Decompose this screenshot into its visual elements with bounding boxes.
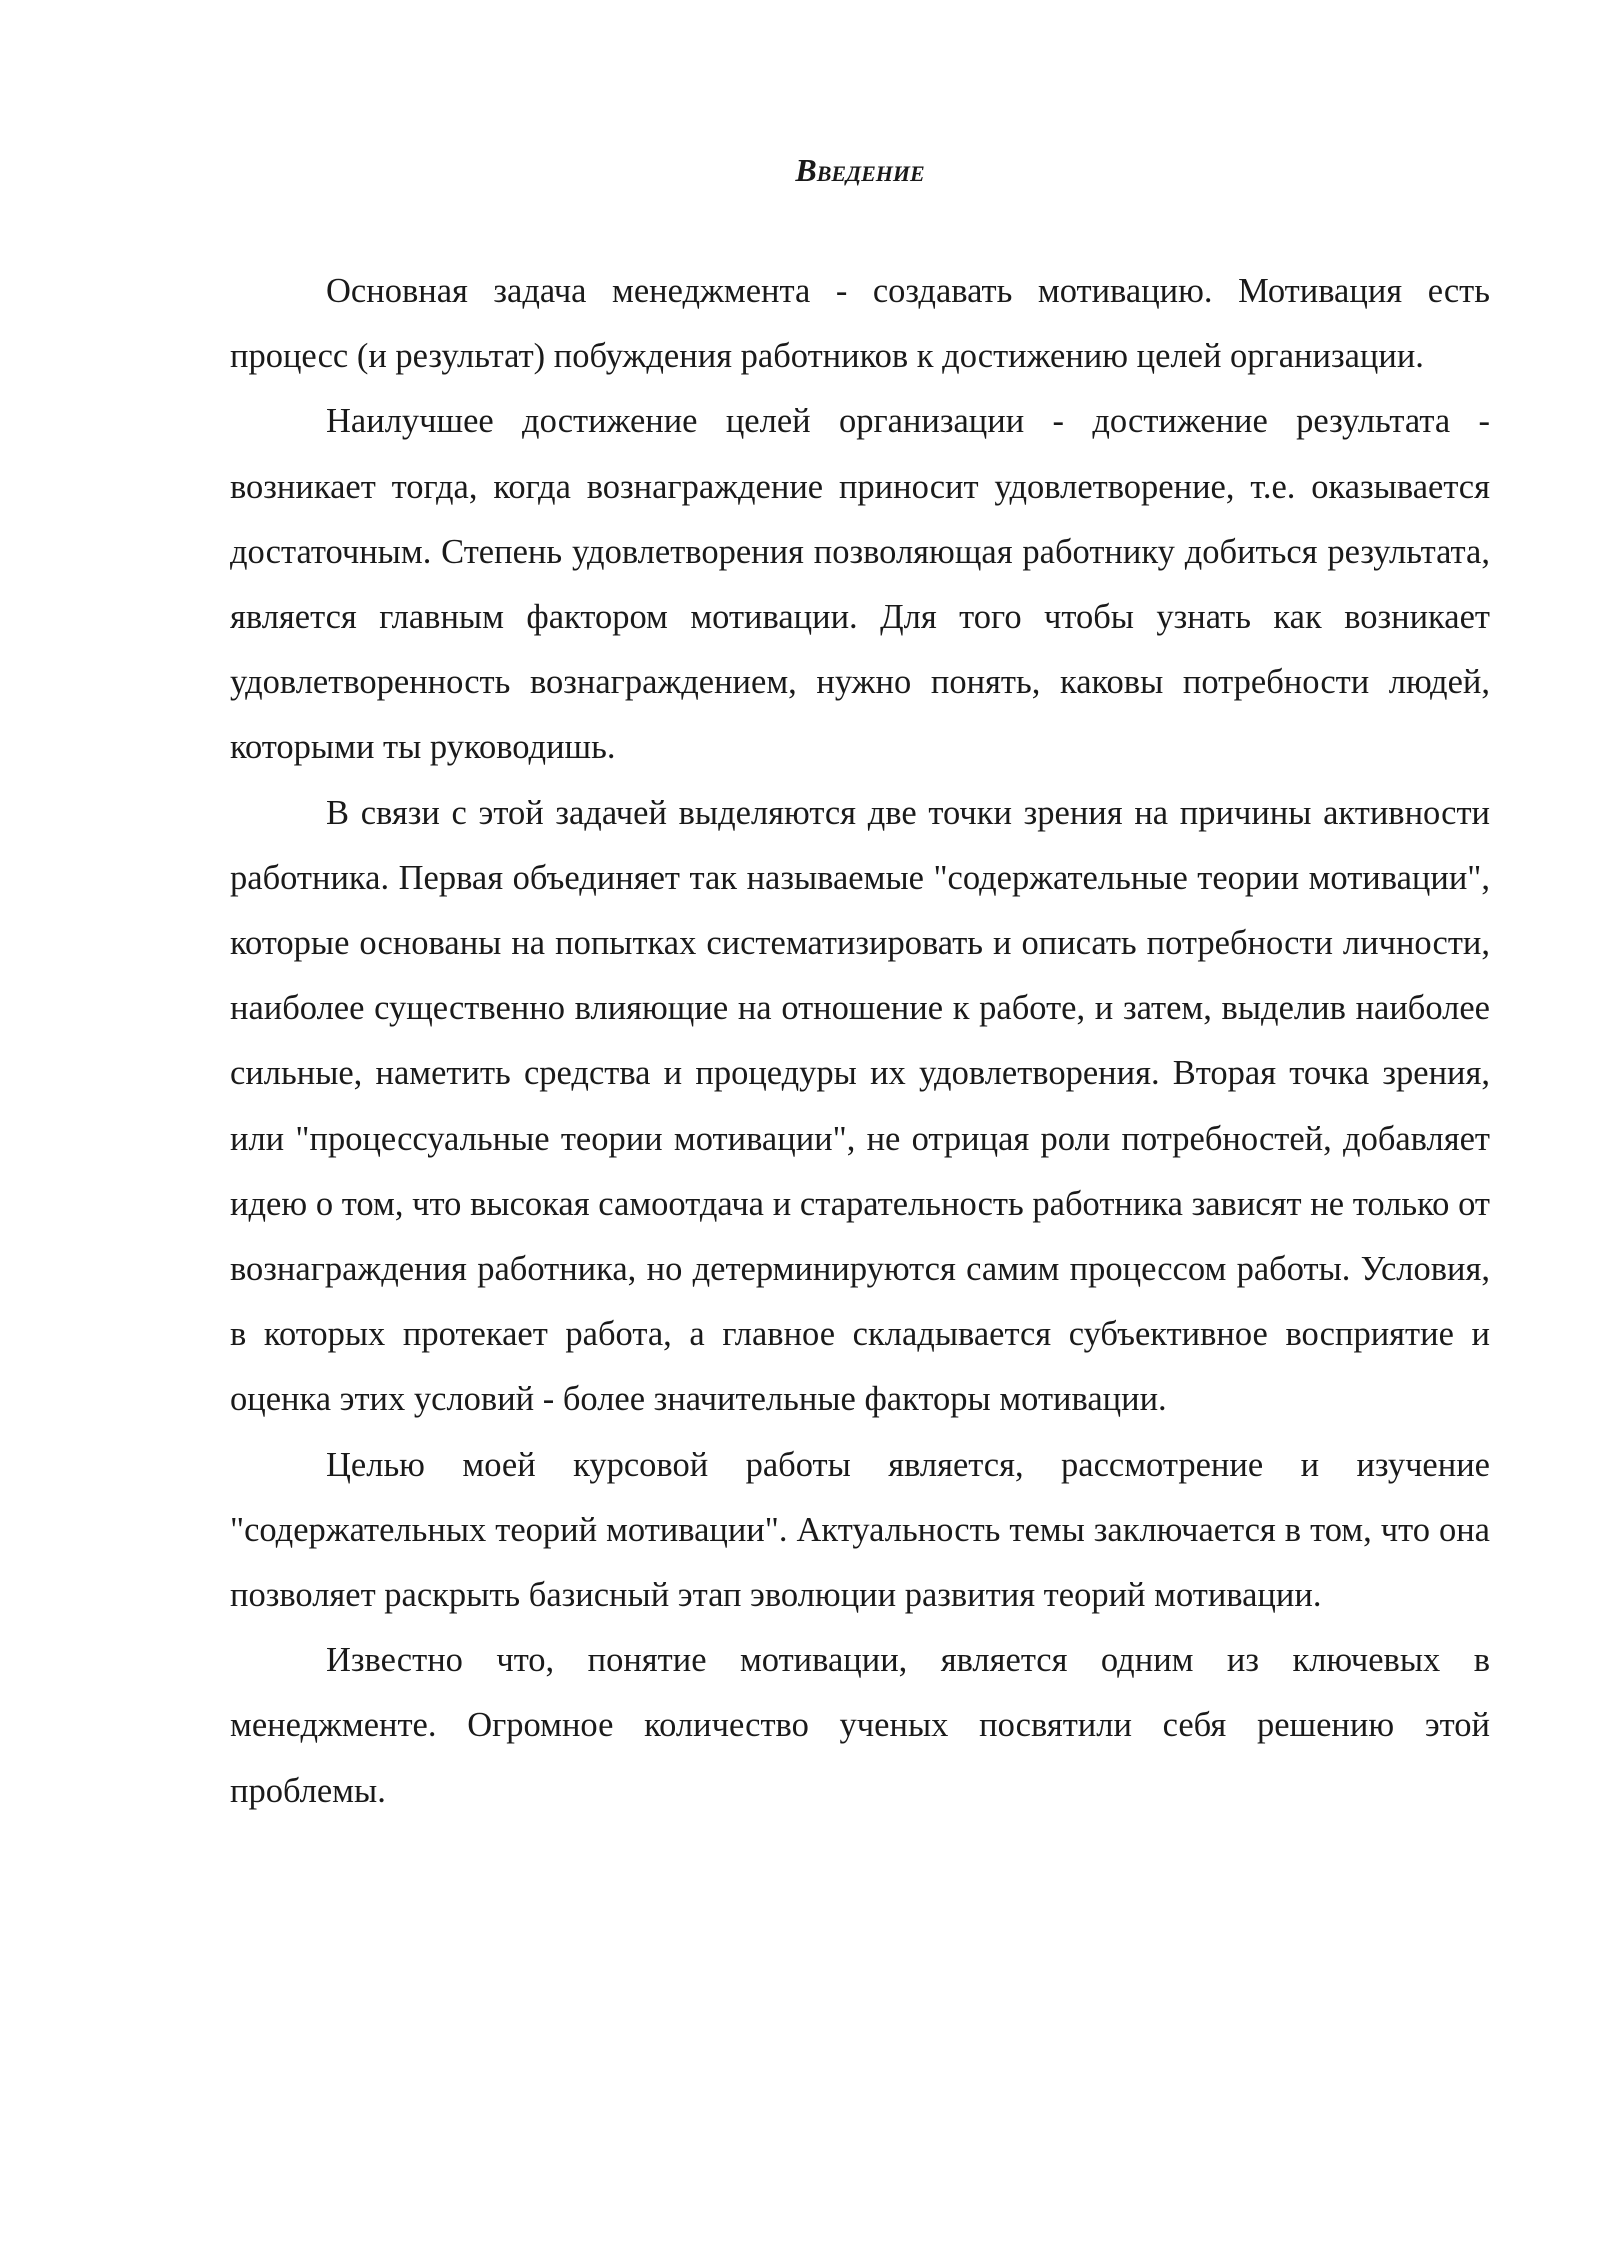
paragraph: Основная задача менеджмента - создавать мотивацию. Мотивация есть процесс (и результат) побуждения работников к достижению целей организации. — [230, 272, 1490, 376]
paragraph: Наилучшее достижение целей организации - достижение результата - возникает тогда, когда вознаграждение приносит удовлетворение, т.е. оказывается достаточным. Степень удовлетворения позволяющая работнику добиться результата, является главным фактором мотивации. Для того чтобы узнать как возникает удовлетворенность вознаграждением, нужно понять, каковы потребности людей, которыми ты руководишь. — [230, 402, 1490, 767]
paragraph: Целью моей курсовой работы является, рассмотрение и изучение "содержательных теорий мотивации". Актуальность темы заключается в том, что она позволяет раскрыть базисный этап эволюции развития теорий мотивации. — [230, 1445, 1490, 1615]
paragraph: В связи с этой задачей выделяются две точки зрения на причины активности работника. Первая объединяет так называемые "содержательные теории мотивации", которые основаны на попытках систематизировать и описать потребности личности, наиболее существенно влияющие на отношение к работе, и затем, выделив наиболее сильные, наметить средства и процедуры их удовлетворения. Вторая точка зрения, или "процессуальные теории мотивации", не отрицая роли потребностей, добавляет идею о том, что высокая самоотдача и старательность работника зависят не только от вознаграждения работника, но детерминируются самим процессом работы. Условия, в которых протекает работа, а главное складывается субъективное восприятие и оценка этих условий - более значительные факторы мотивации. — [230, 793, 1490, 1419]
page-title: Введение — [795, 152, 925, 188]
document-body — [230, 259, 1490, 1824]
paragraph: Известно что, понятие мотивации, является одним из ключевых в менеджменте. Огромное количество ученых посвятили себя решению этой проблемы. — [230, 1641, 1490, 1810]
